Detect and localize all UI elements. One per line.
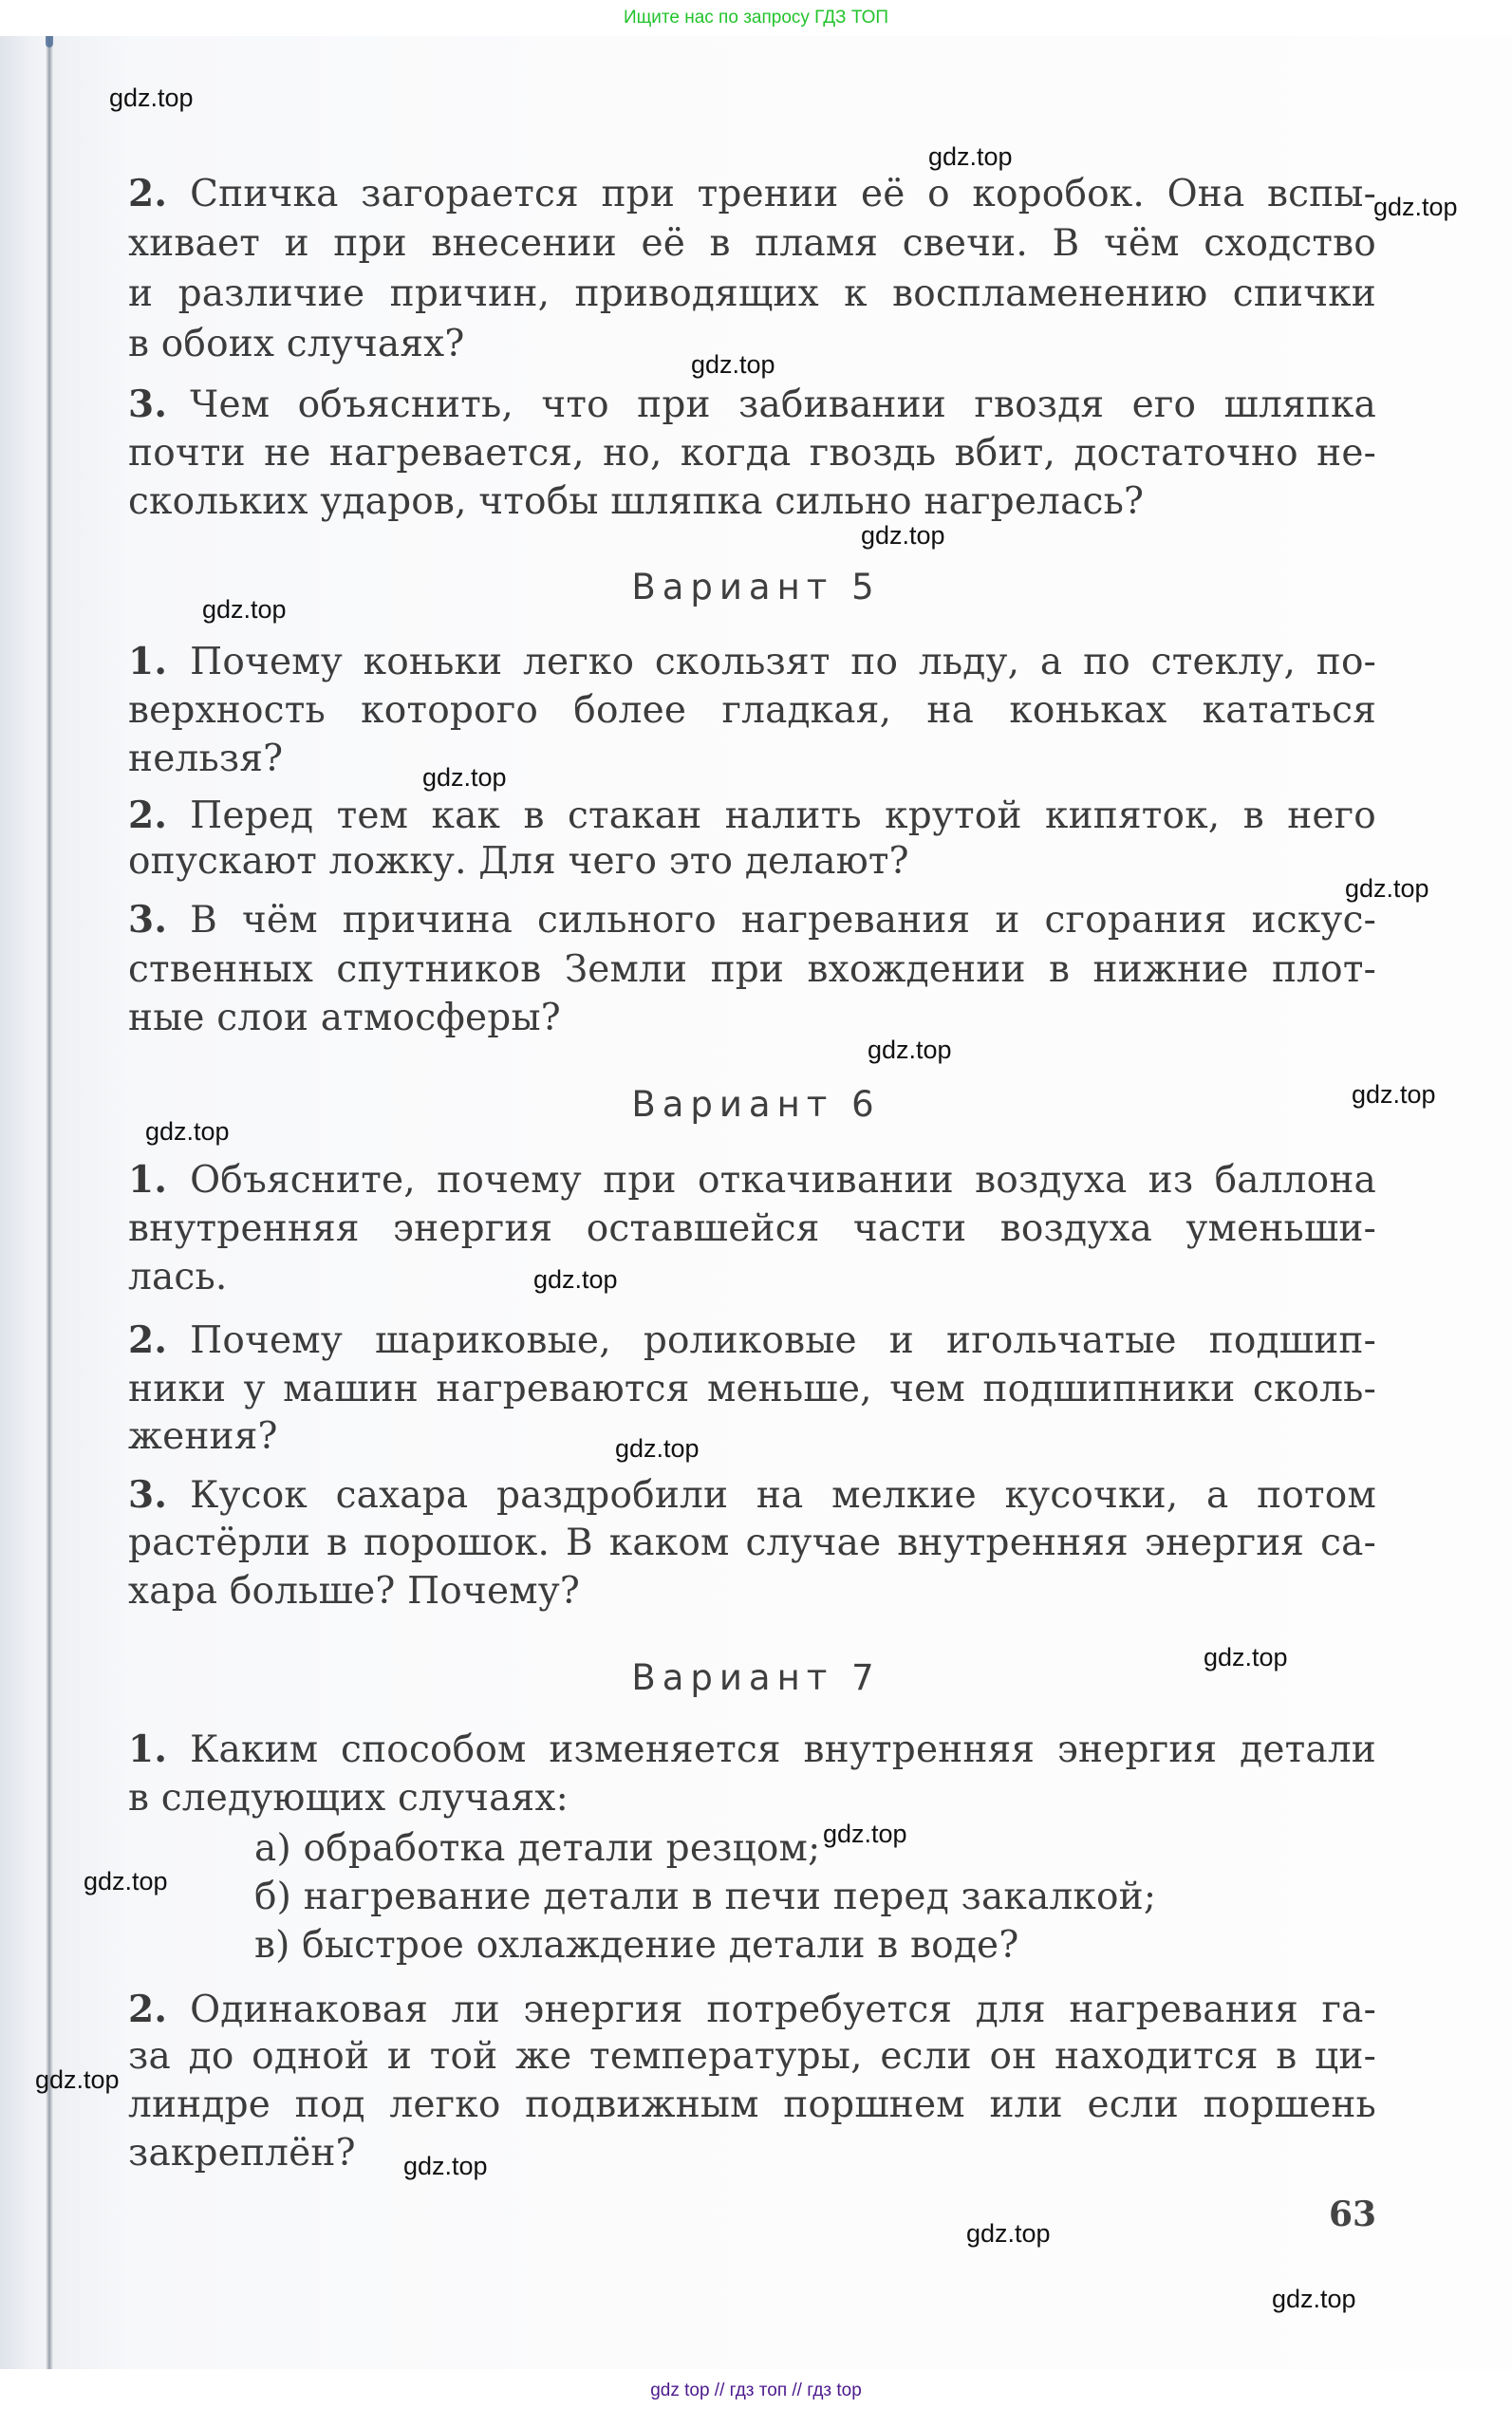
- watermark: gdz.top: [861, 521, 945, 550]
- question-line: и различие причин, приводящих к воспламенению спички: [128, 272, 1376, 315]
- question-line: ственных спутников Земли при вхождении в нижние плот-: [128, 948, 1376, 991]
- question-line: 1. Каким способом изменяется внутренняя энергия детали: [128, 1727, 1376, 1771]
- question-line: почти не нагревается, но, когда гвоздь вбит, достаточно не-: [128, 432, 1376, 475]
- question-line: 2. Почему шариковые, роликовые и игольчатые подшип-: [128, 1318, 1376, 1362]
- question-number: 1.: [128, 1727, 168, 1771]
- question-line: 1. Объясните, почему при откачивании воздуха из баллона: [128, 1158, 1376, 1202]
- watermark: gdz.top: [1373, 193, 1458, 221]
- question-number: 2.: [128, 794, 168, 837]
- question-line: 3. В чём причина сильного нагревания и сгорания искус-: [128, 898, 1376, 942]
- question-line: 2. Перед тем как в стакан налить крутой кипяток, в него: [128, 794, 1376, 837]
- question-line: опускают ложку. Для чего это делают?: [128, 840, 909, 883]
- watermark: gdz.top: [84, 1867, 168, 1895]
- question-line: растёрли в порошок. В каком случае внутренняя энергия са-: [128, 1522, 1376, 1564]
- book-spine: [46, 36, 53, 47]
- watermark: gdz.top: [615, 1434, 700, 1463]
- watermark: gdz.top: [145, 1117, 230, 1146]
- bottom-banner: gdz top // гдз топ // гдз top: [650, 2381, 862, 2400]
- watermark: gdz.top: [202, 595, 287, 624]
- question-number: 3.: [128, 383, 168, 426]
- question-line: нельзя?: [128, 738, 284, 780]
- watermark: gdz.top: [868, 1036, 952, 1064]
- list-item: а) обработка детали резцом;: [254, 1827, 821, 1870]
- question-number: 1.: [128, 640, 168, 683]
- question-line: скольких ударов, чтобы шляпка сильно нагрелась?: [128, 480, 1145, 523]
- question-line: верхность которого более гладкая, на коньках кататься: [128, 689, 1376, 732]
- question-line: лась.: [128, 1256, 228, 1298]
- watermark: gdz.top: [928, 142, 1013, 171]
- question-line: закреплён?: [128, 2132, 356, 2175]
- question-number: 2.: [128, 1318, 168, 1362]
- question-number: 3.: [128, 1473, 168, 1517]
- question-number: 3.: [128, 898, 168, 942]
- question-line: 2. Спичка загорается при трении её о коробок. Она вспы-: [128, 172, 1376, 215]
- question-line: 1. Почему коньки легко скользят по льду, а по стеклу, по-: [128, 640, 1376, 683]
- variant-5-heading: Вариант 5: [631, 567, 881, 607]
- question-line: линдре под легко подвижным поршнем или если поршень: [128, 2083, 1376, 2126]
- top-banner: Ищите нас по запросу ГДЗ ТОП: [623, 8, 889, 28]
- watermark: gdz.top: [422, 763, 507, 792]
- question-line: хивает и при внесении её в пламя свечи. В чём сходство: [128, 222, 1376, 265]
- list-item: в) быстрое охлаждение детали в воде?: [254, 1924, 1019, 1967]
- question-number: 1.: [128, 1158, 168, 1202]
- variant-6-heading: Вариант 6: [631, 1084, 881, 1125]
- question-line: в следующих случаях:: [128, 1777, 569, 1820]
- question-line: в обоих случаях?: [128, 323, 465, 365]
- watermark: gdz.top: [1204, 1643, 1288, 1671]
- watermark: gdz.top: [691, 350, 775, 379]
- watermark: gdz.top: [966, 2219, 1051, 2248]
- question-line: 3. Чем объяснить, что при забивании гвоздя его шляпка: [128, 383, 1376, 426]
- question-line: за до одной и той же температуры, если он находится в ци-: [128, 2035, 1376, 2078]
- variant-7-heading: Вариант 7: [631, 1657, 881, 1698]
- list-item: б) нагревание детали в печи перед закалкой;: [254, 1876, 1157, 1918]
- question-number: 2.: [128, 172, 168, 215]
- question-line: внутренняя энергия оставшейся части воздуха уменьши-: [128, 1207, 1376, 1250]
- watermark: gdz.top: [403, 2152, 488, 2180]
- watermark: gdz.top: [533, 1265, 618, 1294]
- question-line: жения?: [128, 1415, 278, 1458]
- question-line: ники у машин нагреваются меньше, чем подшипники сколь-: [128, 1368, 1376, 1410]
- watermark: gdz.top: [109, 84, 194, 112]
- watermark: gdz.top: [823, 1820, 907, 1848]
- watermark: gdz.top: [35, 2065, 120, 2094]
- page-number: 63: [1329, 2194, 1377, 2234]
- question-number: 2.: [128, 1988, 168, 2031]
- question-line: хара больше? Почему?: [128, 1570, 581, 1613]
- question-line: 2. Одинаковая ли энергия потребуется для нагревания га-: [128, 1988, 1376, 2031]
- watermark: gdz.top: [1345, 874, 1429, 903]
- watermark: gdz.top: [1272, 2285, 1356, 2313]
- watermark: gdz.top: [1352, 1080, 1436, 1109]
- question-line: 3. Кусок сахара раздробили на мелкие кусочки, а потом: [128, 1473, 1376, 1517]
- question-line: ные слои атмосферы?: [128, 997, 561, 1039]
